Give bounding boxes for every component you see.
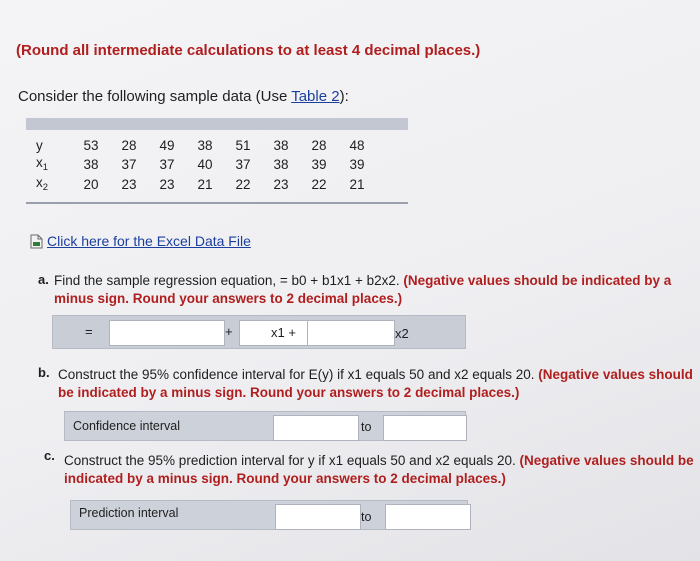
table-cell: 23 bbox=[121, 176, 137, 192]
question-b-prompt: Construct the 95% confidence interval for E(y) if x1 equals 50 and x2 equals 20. bbox=[58, 367, 535, 382]
question-b-text bbox=[58, 366, 698, 402]
table-2-link[interactable]: Table 2 bbox=[291, 88, 340, 105]
table-cell: 37 bbox=[121, 156, 137, 172]
table-cell: 21 bbox=[197, 176, 213, 192]
plus-sign: + bbox=[225, 324, 233, 339]
excel-data-link[interactable] bbox=[30, 233, 251, 249]
table-cell: 28 bbox=[121, 137, 137, 153]
confidence-interval-bar bbox=[64, 411, 466, 441]
table-cell: 39 bbox=[311, 156, 327, 172]
confidence-interval-label: Confidence interval bbox=[73, 419, 181, 433]
x2-term: x2 bbox=[395, 326, 409, 341]
pi-to-label: to bbox=[361, 510, 372, 524]
table-cell: 38 bbox=[273, 156, 289, 172]
ci-upper-input[interactable] bbox=[383, 415, 467, 441]
table-cell: 48 bbox=[349, 137, 365, 153]
table-cell: 40 bbox=[197, 156, 213, 172]
question-c-text bbox=[64, 452, 694, 488]
question-a-note: (Negative values should be indicated by a minus sign. Round your answers to 2 decimal places.) bbox=[54, 273, 672, 306]
x1-term: x1 + bbox=[271, 325, 296, 340]
question-c-letter: c. bbox=[44, 448, 55, 463]
regression-answer-bar bbox=[52, 315, 466, 349]
table-cell: 23 bbox=[273, 176, 289, 192]
intro-text bbox=[18, 88, 349, 105]
table-cell: 49 bbox=[159, 137, 175, 153]
table-cell: 51 bbox=[235, 137, 251, 153]
table-bottom-rule bbox=[26, 202, 408, 204]
intro-suffix: ): bbox=[339, 88, 349, 105]
row-label: $x_1$ bbox=[36, 155, 48, 173]
table-cell: 38 bbox=[197, 137, 213, 153]
rounding-note: (Round all intermediate calculations to at least 4 decimal places.) bbox=[16, 42, 481, 59]
b0-input[interactable] bbox=[109, 320, 225, 346]
table-cell: 23 bbox=[159, 176, 175, 192]
equals-sign: = bbox=[85, 324, 93, 339]
pi-upper-input[interactable] bbox=[385, 504, 471, 530]
table-cell: 22 bbox=[235, 176, 251, 192]
table-cell: 20 bbox=[83, 176, 99, 192]
table-row-y bbox=[34, 136, 376, 154]
table-row-x1 bbox=[34, 154, 376, 174]
table-cell: 28 bbox=[311, 137, 327, 153]
data-grid bbox=[34, 136, 376, 194]
pi-lower-input[interactable] bbox=[275, 504, 361, 530]
table-cell: 21 bbox=[349, 176, 365, 192]
table-cell: 22 bbox=[311, 176, 327, 192]
excel-link-text[interactable]: Click here for the Excel Data File bbox=[47, 233, 251, 249]
question-a-letter: a. bbox=[38, 272, 49, 287]
question-b-note: (Negative values should be indicated by a minus sign. Round your answers to 2 decimal places.) bbox=[58, 367, 693, 400]
question-b-letter: b. bbox=[38, 365, 50, 380]
prediction-interval-bar bbox=[70, 500, 468, 530]
table-cell: 39 bbox=[349, 156, 365, 172]
sample-data-table bbox=[26, 118, 408, 204]
table-cell: 37 bbox=[235, 156, 251, 172]
ci-to-label: to bbox=[361, 420, 372, 434]
question-c-prompt: Construct the 95% prediction interval for y if x1 equals 50 and x2 equals 20. bbox=[64, 453, 516, 468]
row-label: $x_2$ bbox=[36, 175, 48, 193]
table-cell: 37 bbox=[159, 156, 175, 172]
excel-file-icon bbox=[30, 234, 43, 249]
question-a-text bbox=[54, 272, 700, 308]
regression-equation: = b0 + b1x1 + b2x2. bbox=[279, 273, 400, 288]
question-a-lead: Find the sample regression equation, bbox=[54, 273, 277, 288]
table-header-bar bbox=[26, 118, 408, 130]
table-row-x2 bbox=[34, 174, 376, 194]
prediction-interval-label: Prediction interval bbox=[79, 506, 179, 520]
intro-lead: Consider the following sample data (Use bbox=[18, 88, 292, 105]
ci-lower-input[interactable] bbox=[273, 415, 359, 441]
table-cell: 53 bbox=[83, 137, 99, 153]
row-label: y bbox=[36, 137, 43, 153]
b2-input[interactable] bbox=[307, 320, 395, 346]
table-cell: 38 bbox=[273, 137, 289, 153]
question-c-note: (Negative values should be indicated by a minus sign. Round your answers to 2 decimal places.) bbox=[64, 453, 694, 486]
table-cell: 38 bbox=[83, 156, 99, 172]
